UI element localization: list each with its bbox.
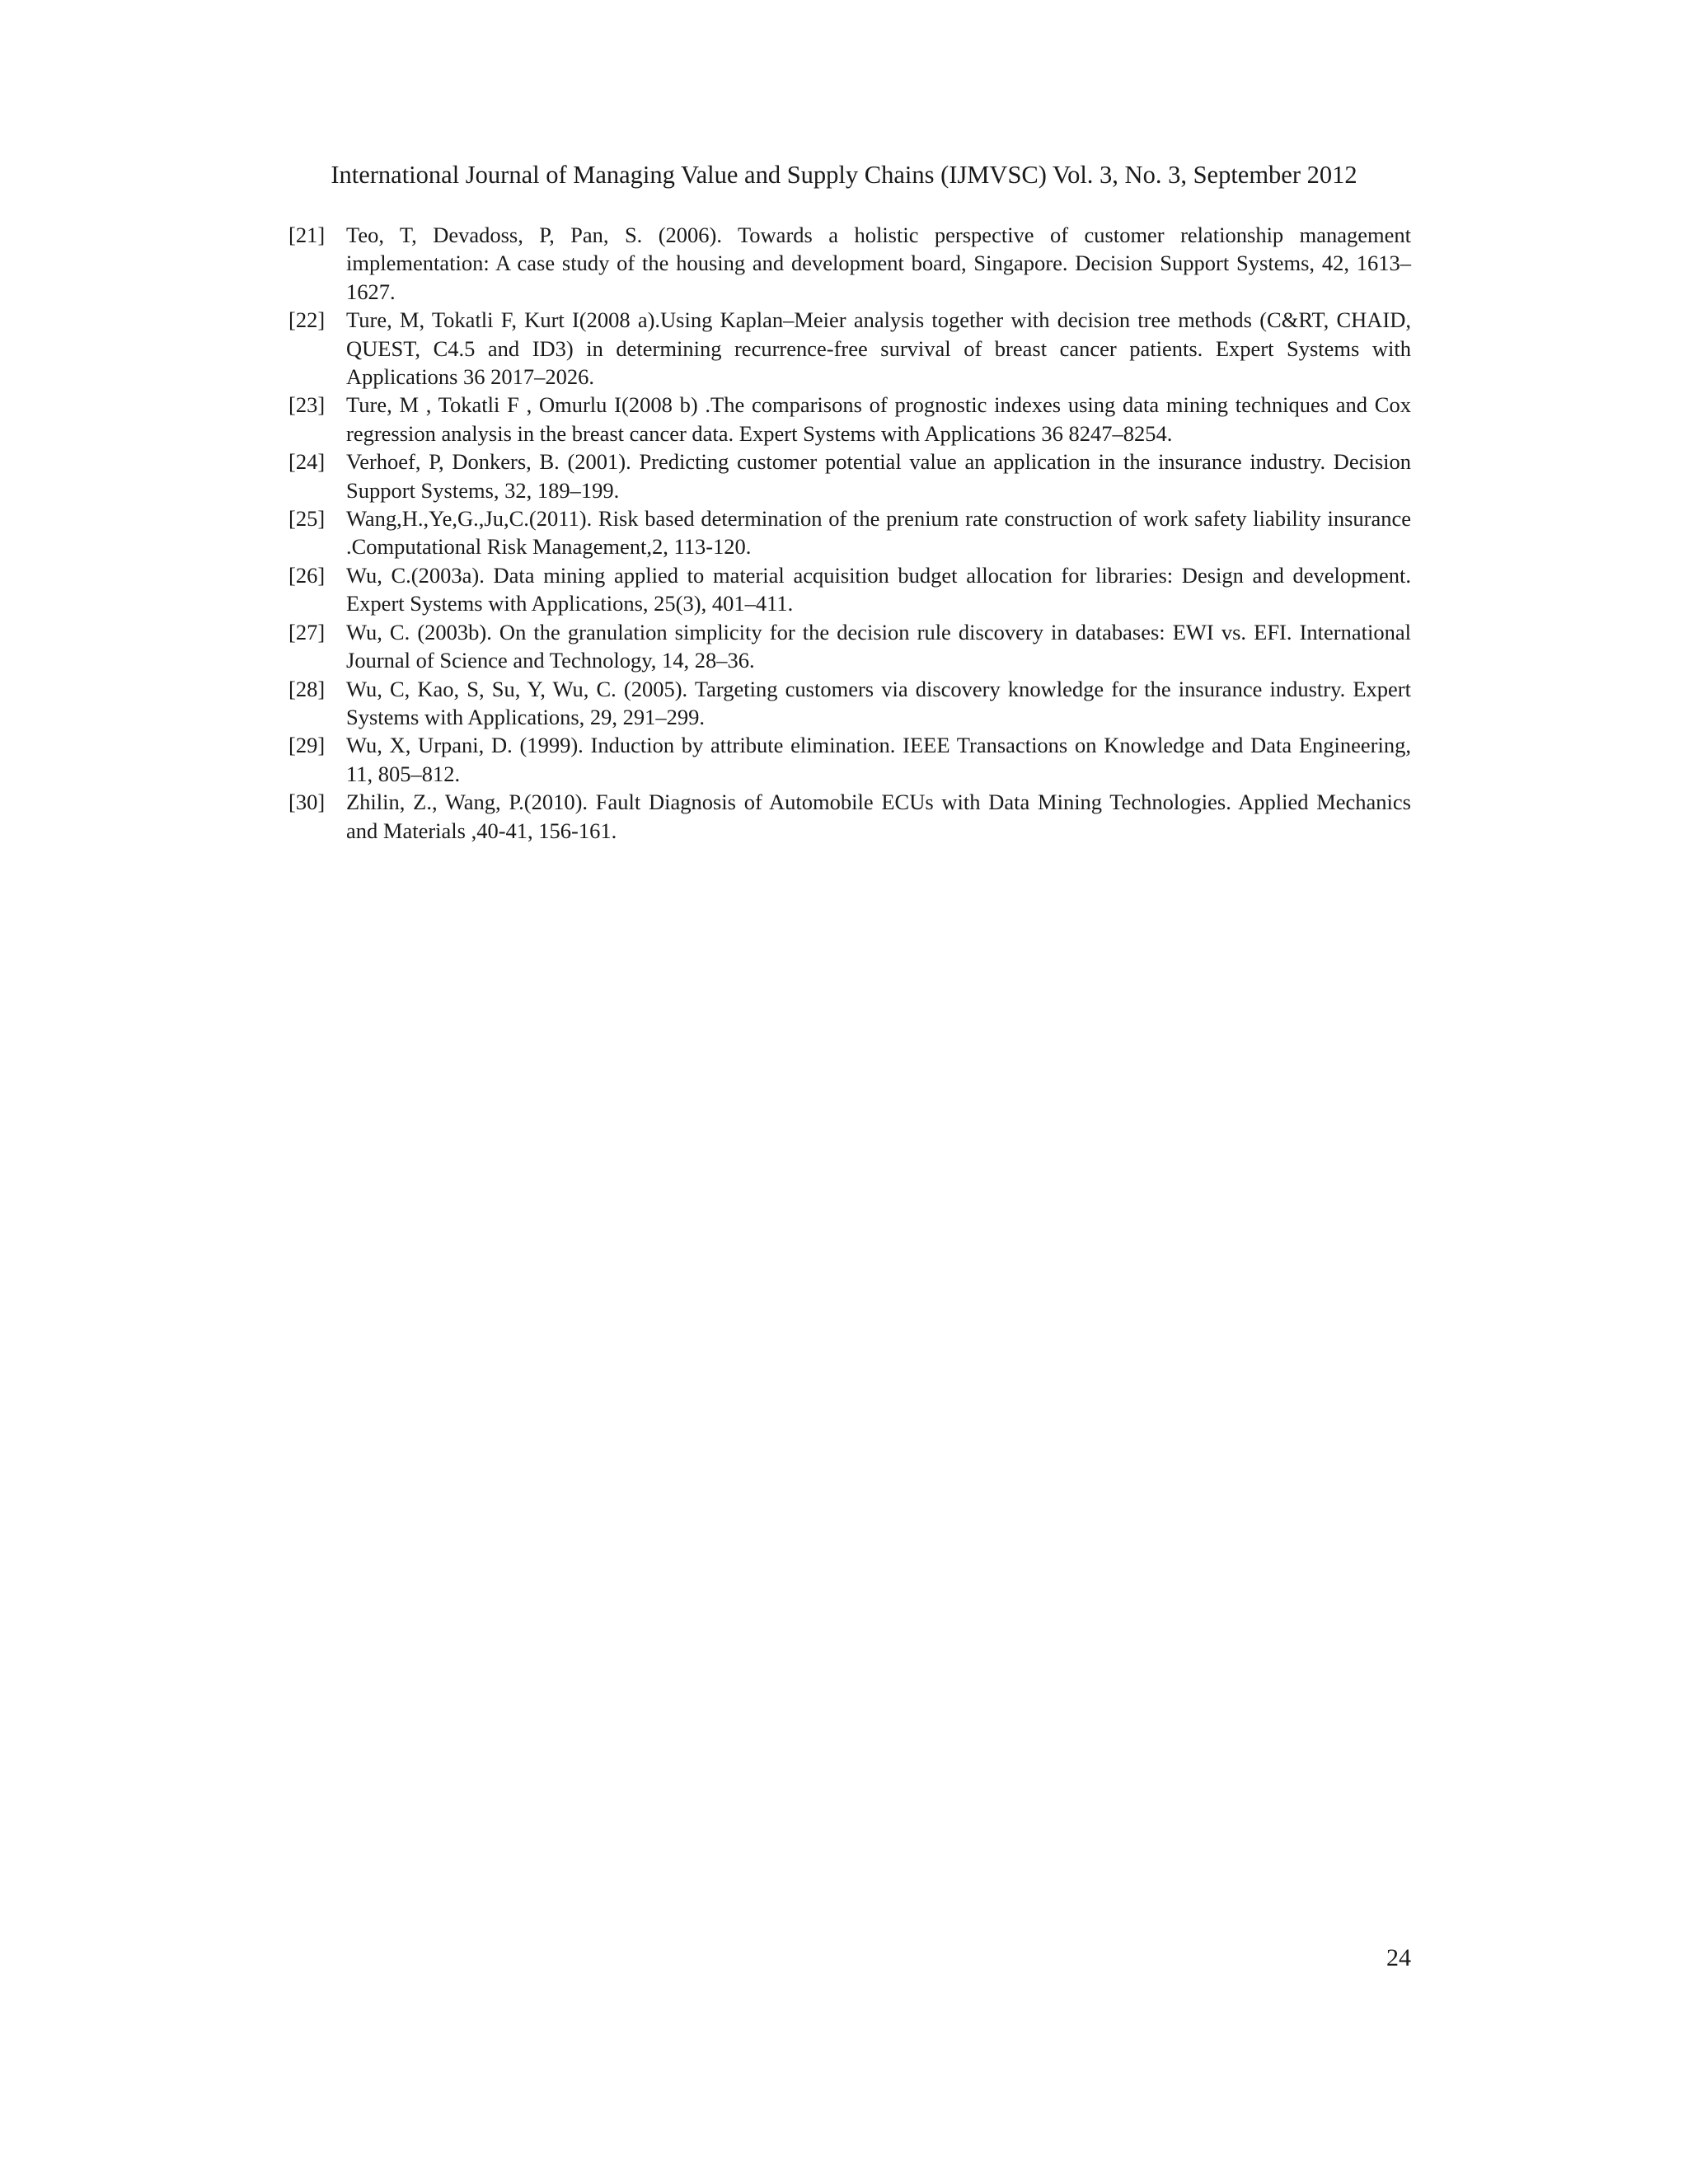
reference-number: [30] [288, 790, 326, 815]
reference-number: [28] [288, 676, 326, 701]
reference-number: [27] [288, 619, 326, 644]
reference-item [288, 561, 1411, 618]
reference-number: [22] [288, 307, 326, 333]
reference-text: Verhoef, P, Donkers, B. (2001). Predicting customer potential value an application in the insurance industry. Decision Support Systems, 32, 189–199. [346, 449, 1411, 503]
reference-number: [26] [288, 562, 326, 588]
reference-number: [21] [288, 223, 326, 247]
reference-item [288, 731, 1411, 788]
reference-item [288, 675, 1411, 732]
reference-text: Wu, C.(2003a). Data mining applied to material acquisition budget allocation for libraries: Design and development. Expert Systems with Applications, 25(3), 401–411. [346, 562, 1411, 616]
reference-item [288, 306, 1411, 391]
reference-text: Wu, X, Urpani, D. (1999). Induction by attribute elimination. IEEE Transactions on Knowledge and Data Engineering, 11, 805–812. [346, 733, 1411, 786]
reference-item [288, 448, 1411, 504]
reference-text: Ture, M, Tokatli F, Kurt I(2008 a).Using Kaplan–Meier analysis together with decision tree methods (C&RT, CHAID, QUEST, C4.5 and ID3) in determining recurrence-free survival of breast cancer patients. Expert Systems with Applications 36 2017–2026. [346, 307, 1411, 390]
reference-number: [29] [288, 733, 326, 758]
page-number: 24 [1386, 1944, 1411, 1971]
reference-text: Wu, C, Kao, S, Su, Y, Wu, C. (2005). Targeting customers via discovery knowledge for the insurance industry. Expert Systems with Applications, 29, 291–299. [346, 676, 1411, 729]
reference-item [288, 221, 1411, 306]
reference-item [288, 504, 1411, 561]
reference-text: Ture, M , Tokatli F , Omurlu I(2008 b) .The comparisons of prognostic indexes using data mining techniques and Cox regression analysis in the breast cancer data. Expert Systems with Applications 36 8247–8254. [346, 392, 1411, 446]
reference-item [288, 788, 1411, 845]
reference-number: [23] [288, 392, 326, 418]
reference-item [288, 618, 1411, 675]
reference-list [288, 221, 1411, 845]
reference-text: Teo, T, Devadoss, P, Pan, S. (2006). Towards a holistic perspective of customer relationship management implementation: A case study of the housing and development board, Singapore. Decision Support Systems, 42, 1613–1627. [346, 223, 1411, 304]
reference-number: [25] [288, 506, 326, 532]
reference-text: Zhilin, Z., Wang, P.(2010). Fault Diagnosis of Automobile ECUs with Data Mining Technologies. Applied Mechanics and Materials ,40-41, 156-161. [346, 790, 1411, 843]
reference-number: [24] [288, 449, 326, 475]
reference-item [288, 391, 1411, 448]
reference-text: Wang,H.,Ye,G.,Ju,C.(2011). Risk based determination of the prenium rate construction of work safety liability insurance .Computational Risk Management,2, 113-120. [346, 506, 1411, 560]
running-header: International Journal of Managing Value and Supply Chains (IJMVSC) Vol. 3, No. 3, September 2012 [331, 161, 1357, 189]
reference-text: Wu, C. (2003b). On the granulation simplicity for the decision rule discovery in databases: EWI vs. EFI. International Journal of Science and Technology, 14, 28–36. [346, 619, 1411, 673]
